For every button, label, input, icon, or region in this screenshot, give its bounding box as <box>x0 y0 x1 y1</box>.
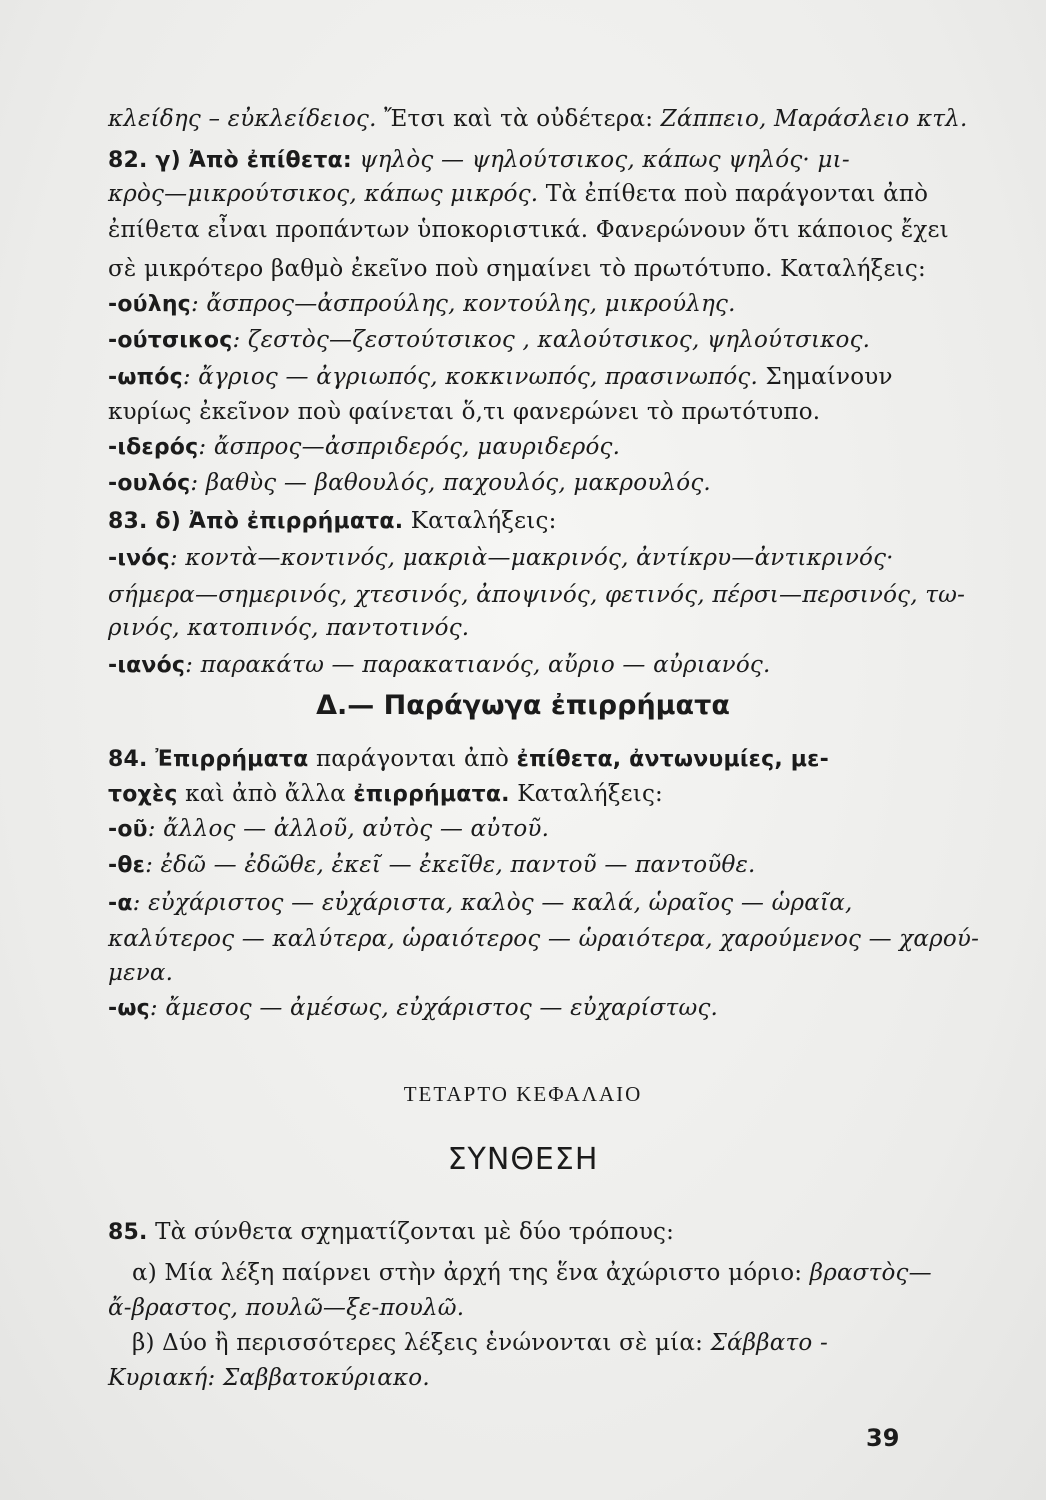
suffix-label: -ουλός <box>108 471 191 496</box>
text-span: : ζεστὸς—ζεστούτσικος , καλούτσικος, ψηλούτσικος. <box>232 327 871 353</box>
text-span: : ἄσπρος—ἀσπριδερός, μαυριδερός. <box>198 434 621 460</box>
text-span: Ἔτσι καὶ τὰ οὐδέτερα: <box>384 106 661 132</box>
text-span: σήμερα—σημερινός, χτεσινός, ἀποψινός, φετινός, πέρσι—περσινός, τω- <box>108 582 966 608</box>
section-heading: Δ.— Παράγωγα ἐπιρρήματα <box>316 690 730 721</box>
text-span: α) Μία λέξη παίρνει στὴν ἀρχή της ἕνα ἀχώριστο μόριο: <box>132 1260 810 1286</box>
suffix-label: -οῦ <box>108 817 148 842</box>
text-span: : εὐχάριστος — εὐχάριστα, καλὸς — καλά, ὡραῖος — ὡραῖα, <box>132 890 853 916</box>
suffix-label: -ούλης <box>108 292 191 317</box>
text-line <box>108 287 898 322</box>
text-line <box>108 323 898 358</box>
text-line <box>108 848 898 883</box>
paragraph-number: 84. Ἐπιρρήματα <box>108 747 309 772</box>
text-span: Σημαίνουν <box>757 364 893 390</box>
text-span: ρινός, κατοπινός, παντοτινός. <box>108 615 470 641</box>
text-span: Σάββατο - <box>710 1330 828 1356</box>
text-line <box>108 360 898 395</box>
text-span: βραστὸς— <box>809 1260 932 1286</box>
text-span: Καταλήξεις: <box>403 508 557 534</box>
text-span: ἐπίθετα εἶναι προπάντων ὑποκοριστικά. Φανερώνουν ὅτι κάποιος ἔχει <box>108 217 949 243</box>
text-span: Καταλήξεις: <box>509 781 664 807</box>
text-span: σὲ μικρότερο βαθμὸ ἐκεῖνο ποὺ σημαίνει τὸ πρωτότυπο. Καταλήξεις: <box>108 256 926 282</box>
text-span: : βαθὺς — βαθουλός, παχουλός, μακρουλός. <box>190 470 711 496</box>
text-line <box>108 742 898 777</box>
text-line <box>108 213 949 247</box>
text-span: κρὸς—μικρούτσικος, κάπως μικρός. <box>108 181 539 207</box>
text-span: καλύτερος — καλύτερα, ὡραιότερος — ὡραιότερα, χαρούμενος — χαρού- <box>108 926 980 952</box>
text-span: Κυριακή: Σαββατοκύριακο. <box>108 1365 430 1391</box>
section-title: ΣΥΝΘΕΣΗ <box>447 1142 599 1177</box>
text-span: : παρακάτω — παρακατιανός, αὔριο — αὐριανός. <box>185 652 771 678</box>
text-line <box>108 1291 898 1325</box>
text-line <box>108 504 898 539</box>
text-line <box>108 578 966 612</box>
text-span: : ἄλλος — ἀλλοῦ, αὐτὸς — αὐτοῦ. <box>147 816 550 842</box>
text-span: μενα. <box>108 960 174 986</box>
text-span: : ἄσπρος—ἀσπρούλης, κοντούλης, μικρούλης. <box>190 291 736 317</box>
suffix-label: -θε <box>108 853 146 878</box>
text-line <box>108 777 898 812</box>
text-line <box>108 1215 898 1250</box>
text-span: ἐπίθετα, ἀντωνυμίες, με- <box>516 747 829 772</box>
paragraph-number: 85. <box>108 1220 148 1245</box>
text-line <box>108 177 929 211</box>
page-number: 39 <box>866 1424 900 1452</box>
suffix-label: -ως <box>108 996 150 1021</box>
text-line <box>108 430 898 465</box>
text-line <box>108 395 898 429</box>
text-span: καὶ ἀπὸ ἄλλα <box>177 781 354 807</box>
paragraph-number: 82. γ) Ἀπὸ ἐπίθετα: <box>108 148 352 173</box>
text-span: : ἄγριος — ἀγριωπός, κοκκινωπός, πρασινωπός. <box>182 364 758 390</box>
text-line <box>108 102 968 136</box>
text-line <box>108 541 898 576</box>
text-line <box>132 1326 922 1360</box>
text-span: κυρίως ἐκεῖνον ποὺ φαίνεται ὅ,τι φανερώνει τὸ πρωτότυπο. <box>108 399 821 425</box>
text-line <box>108 611 898 645</box>
paragraph-number: 83. δ) Ἀπὸ ἐπιρρήματα. <box>108 509 404 534</box>
text-span: : ἄμεσος — ἀμέσως, εὐχάριστος — εὐχαρίστως. <box>149 995 719 1021</box>
text-line <box>108 886 898 921</box>
text-span: κλείδης – εὐκλείδειος. <box>108 106 385 132</box>
text-span: τοχὲς <box>108 782 178 807</box>
suffix-label: -ούτσικος <box>108 328 233 353</box>
suffix-label: -ινός <box>108 546 170 571</box>
text-line <box>108 1361 898 1395</box>
text-span: β) Δύο ἢ περισσότερες λέξεις ἑνώνονται σὲ μία: <box>132 1330 711 1356</box>
text-span: ψηλὸς — ψηλούτσικος, κάπως ψηλός· μι- <box>351 147 850 173</box>
text-line <box>108 812 898 847</box>
text-line <box>108 466 898 501</box>
text-line <box>108 991 898 1026</box>
text-line <box>108 648 898 683</box>
text-span: παράγονται ἀπὸ <box>308 746 517 772</box>
text-span: : ἐδῶ — ἐδῶθε, ἐκεῖ — ἐκεῖθε, παντοῦ — παντοῦθε. <box>145 852 756 878</box>
text-line <box>132 1256 932 1290</box>
text-span: ἄ-βραστος, πουλῶ—ξε-πουλῶ. <box>108 1295 465 1321</box>
text-span: Τὰ ἐπίθετα ποὺ παράγονται ἀπὸ <box>538 181 929 207</box>
suffix-label: -ιδερός <box>108 435 199 460</box>
chapter-title: ΤΕΤΑΡΤΟ ΚΕΦΑΛΑΙΟ <box>403 1082 643 1106</box>
text-line <box>108 922 980 956</box>
text-span: ἐπιρρήματα. <box>353 782 510 807</box>
suffix-label: -ιανός <box>108 653 186 678</box>
text-line <box>108 252 926 286</box>
text-span: Ζάππειο, Μαράσλειο κτλ. <box>660 106 968 132</box>
text-span: Τὰ σύνθετα σχηματίζονται μὲ δύο τρόπους: <box>147 1219 675 1245</box>
suffix-label: -α <box>108 891 133 916</box>
text-line <box>108 143 898 178</box>
text-line <box>108 956 898 990</box>
suffix-label: -ωπός <box>108 365 183 390</box>
text-span: : κοντὰ—κοντινός, μακριὰ—μακρινός, ἀντίκρυ—ἀντικρινός· <box>169 545 894 571</box>
